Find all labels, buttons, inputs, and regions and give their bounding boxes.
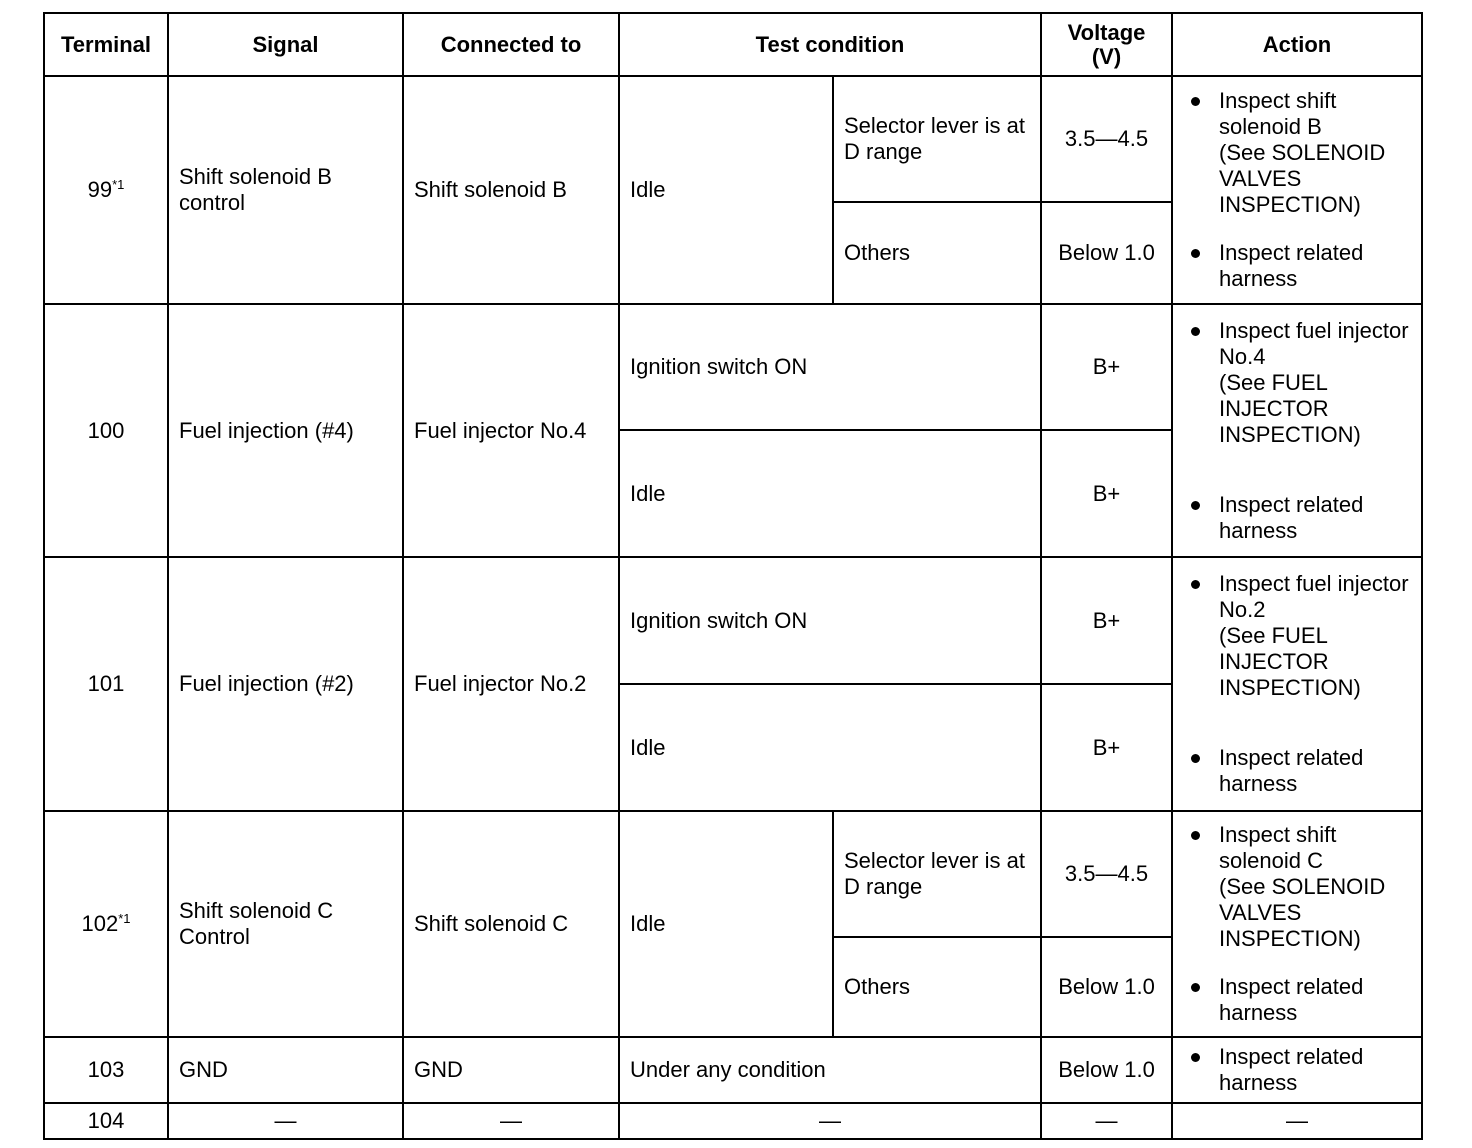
action-item: Inspect fuel injector No.2 (See FUEL INJECTOR INSPECTION) [1183, 571, 1411, 701]
signal-cell: Fuel injection (#2) [168, 557, 403, 811]
sub-condition-cell: Selector lever is at D range [833, 76, 1041, 202]
header-signal: Signal [168, 13, 403, 76]
action-item: Inspect shift solenoid B (See SOLENOID VALVES INSPECTION) [1183, 88, 1411, 218]
signal-cell: Shift solenoid C Control [168, 811, 403, 1037]
header-action: Action [1172, 13, 1422, 76]
bullet-icon [1191, 831, 1200, 840]
signal-cell: GND [168, 1037, 403, 1103]
action-item: Inspect related harness [1183, 974, 1411, 1026]
terminal-voltage-table [43, 12, 1423, 1140]
signal-cell: Shift solenoid B control [168, 76, 403, 304]
table-row [44, 557, 1422, 684]
action-item: Inspect related harness [1183, 492, 1411, 544]
terminal-cell: 104 [44, 1103, 168, 1139]
action-cell [1172, 1037, 1422, 1103]
header-connected-to: Connected to [403, 13, 619, 76]
table-row [44, 1037, 1422, 1103]
bullet-icon [1191, 580, 1200, 589]
terminal-cell: 99$^{*1}$ [44, 76, 168, 304]
voltage-cell: B+ [1041, 430, 1172, 557]
bullet-icon [1191, 249, 1200, 258]
table-row [44, 304, 1422, 430]
bullet-icon [1191, 327, 1200, 336]
voltage-cell: B+ [1041, 557, 1172, 684]
connected-to-cell: Shift solenoid C [403, 811, 619, 1037]
table-row [44, 1103, 1422, 1139]
condition-cell: Under any condition [619, 1037, 1041, 1103]
sub-condition-cell: Others [833, 202, 1041, 304]
voltage-cell: B+ [1041, 304, 1172, 430]
action-cell [1172, 811, 1422, 1037]
header-test-condition: Test condition [619, 13, 1041, 76]
header-voltage: Voltage (V) [1041, 13, 1172, 76]
terminal-note: *1 [112, 177, 125, 192]
condition-cell: Ignition switch ON [619, 557, 1041, 684]
header-terminal: Terminal [44, 13, 168, 76]
connected-to-cell: — [403, 1103, 619, 1139]
bullet-icon [1191, 97, 1200, 106]
sub-condition-cell: Selector lever is at D range [833, 811, 1041, 937]
terminal-cell: 100 [44, 304, 168, 557]
connected-to-cell: Fuel injector No.4 [403, 304, 619, 557]
terminal-cell: 102$^{*1}$ [44, 811, 168, 1037]
action-cell [1172, 76, 1422, 304]
signal-cell: Fuel injection (#4) [168, 304, 403, 557]
connected-to-cell: Shift solenoid B [403, 76, 619, 304]
sub-condition-cell: Others [833, 937, 1041, 1037]
condition-cell: Idle [619, 811, 833, 1037]
voltage-cell: Below 1.0 [1041, 1037, 1172, 1103]
voltage-cell: Below 1.0 [1041, 937, 1172, 1037]
action-item: Inspect related harness [1183, 745, 1411, 797]
voltage-cell: — [1041, 1103, 1172, 1139]
terminal-note: *1 [118, 911, 131, 926]
terminal-cell: 103 [44, 1037, 168, 1103]
action-item: Inspect related harness [1183, 240, 1411, 292]
voltage-cell: B+ [1041, 684, 1172, 811]
connected-to-cell: Fuel injector No.2 [403, 557, 619, 811]
bullet-icon [1191, 1053, 1200, 1062]
action-cell [1172, 304, 1422, 557]
condition-cell: Ignition switch ON [619, 304, 1041, 430]
voltage-cell: 3.5—4.5 [1041, 811, 1172, 937]
action-item: Inspect related harness [1183, 1044, 1411, 1096]
table-row [44, 811, 1422, 937]
action-item: Inspect shift solenoid C (See SOLENOID VALVES INSPECTION) [1183, 822, 1411, 952]
header-row [44, 13, 1422, 76]
action-item: Inspect fuel injector No.4 (See FUEL INJECTOR INSPECTION) [1183, 318, 1411, 448]
condition-cell: Idle [619, 684, 1041, 811]
bullet-icon [1191, 983, 1200, 992]
connected-to-cell: GND [403, 1037, 619, 1103]
condition-cell: Idle [619, 76, 833, 304]
table-row [44, 76, 1422, 202]
bullet-icon [1191, 754, 1200, 763]
terminal-cell: 101 [44, 557, 168, 811]
voltage-cell: 3.5—4.5 [1041, 76, 1172, 202]
voltage-cell: Below 1.0 [1041, 202, 1172, 304]
condition-cell: — [619, 1103, 1041, 1139]
condition-cell: Idle [619, 430, 1041, 557]
bullet-icon [1191, 501, 1200, 510]
action-cell [1172, 557, 1422, 811]
signal-cell: — [168, 1103, 403, 1139]
action-cell: — [1172, 1103, 1422, 1139]
